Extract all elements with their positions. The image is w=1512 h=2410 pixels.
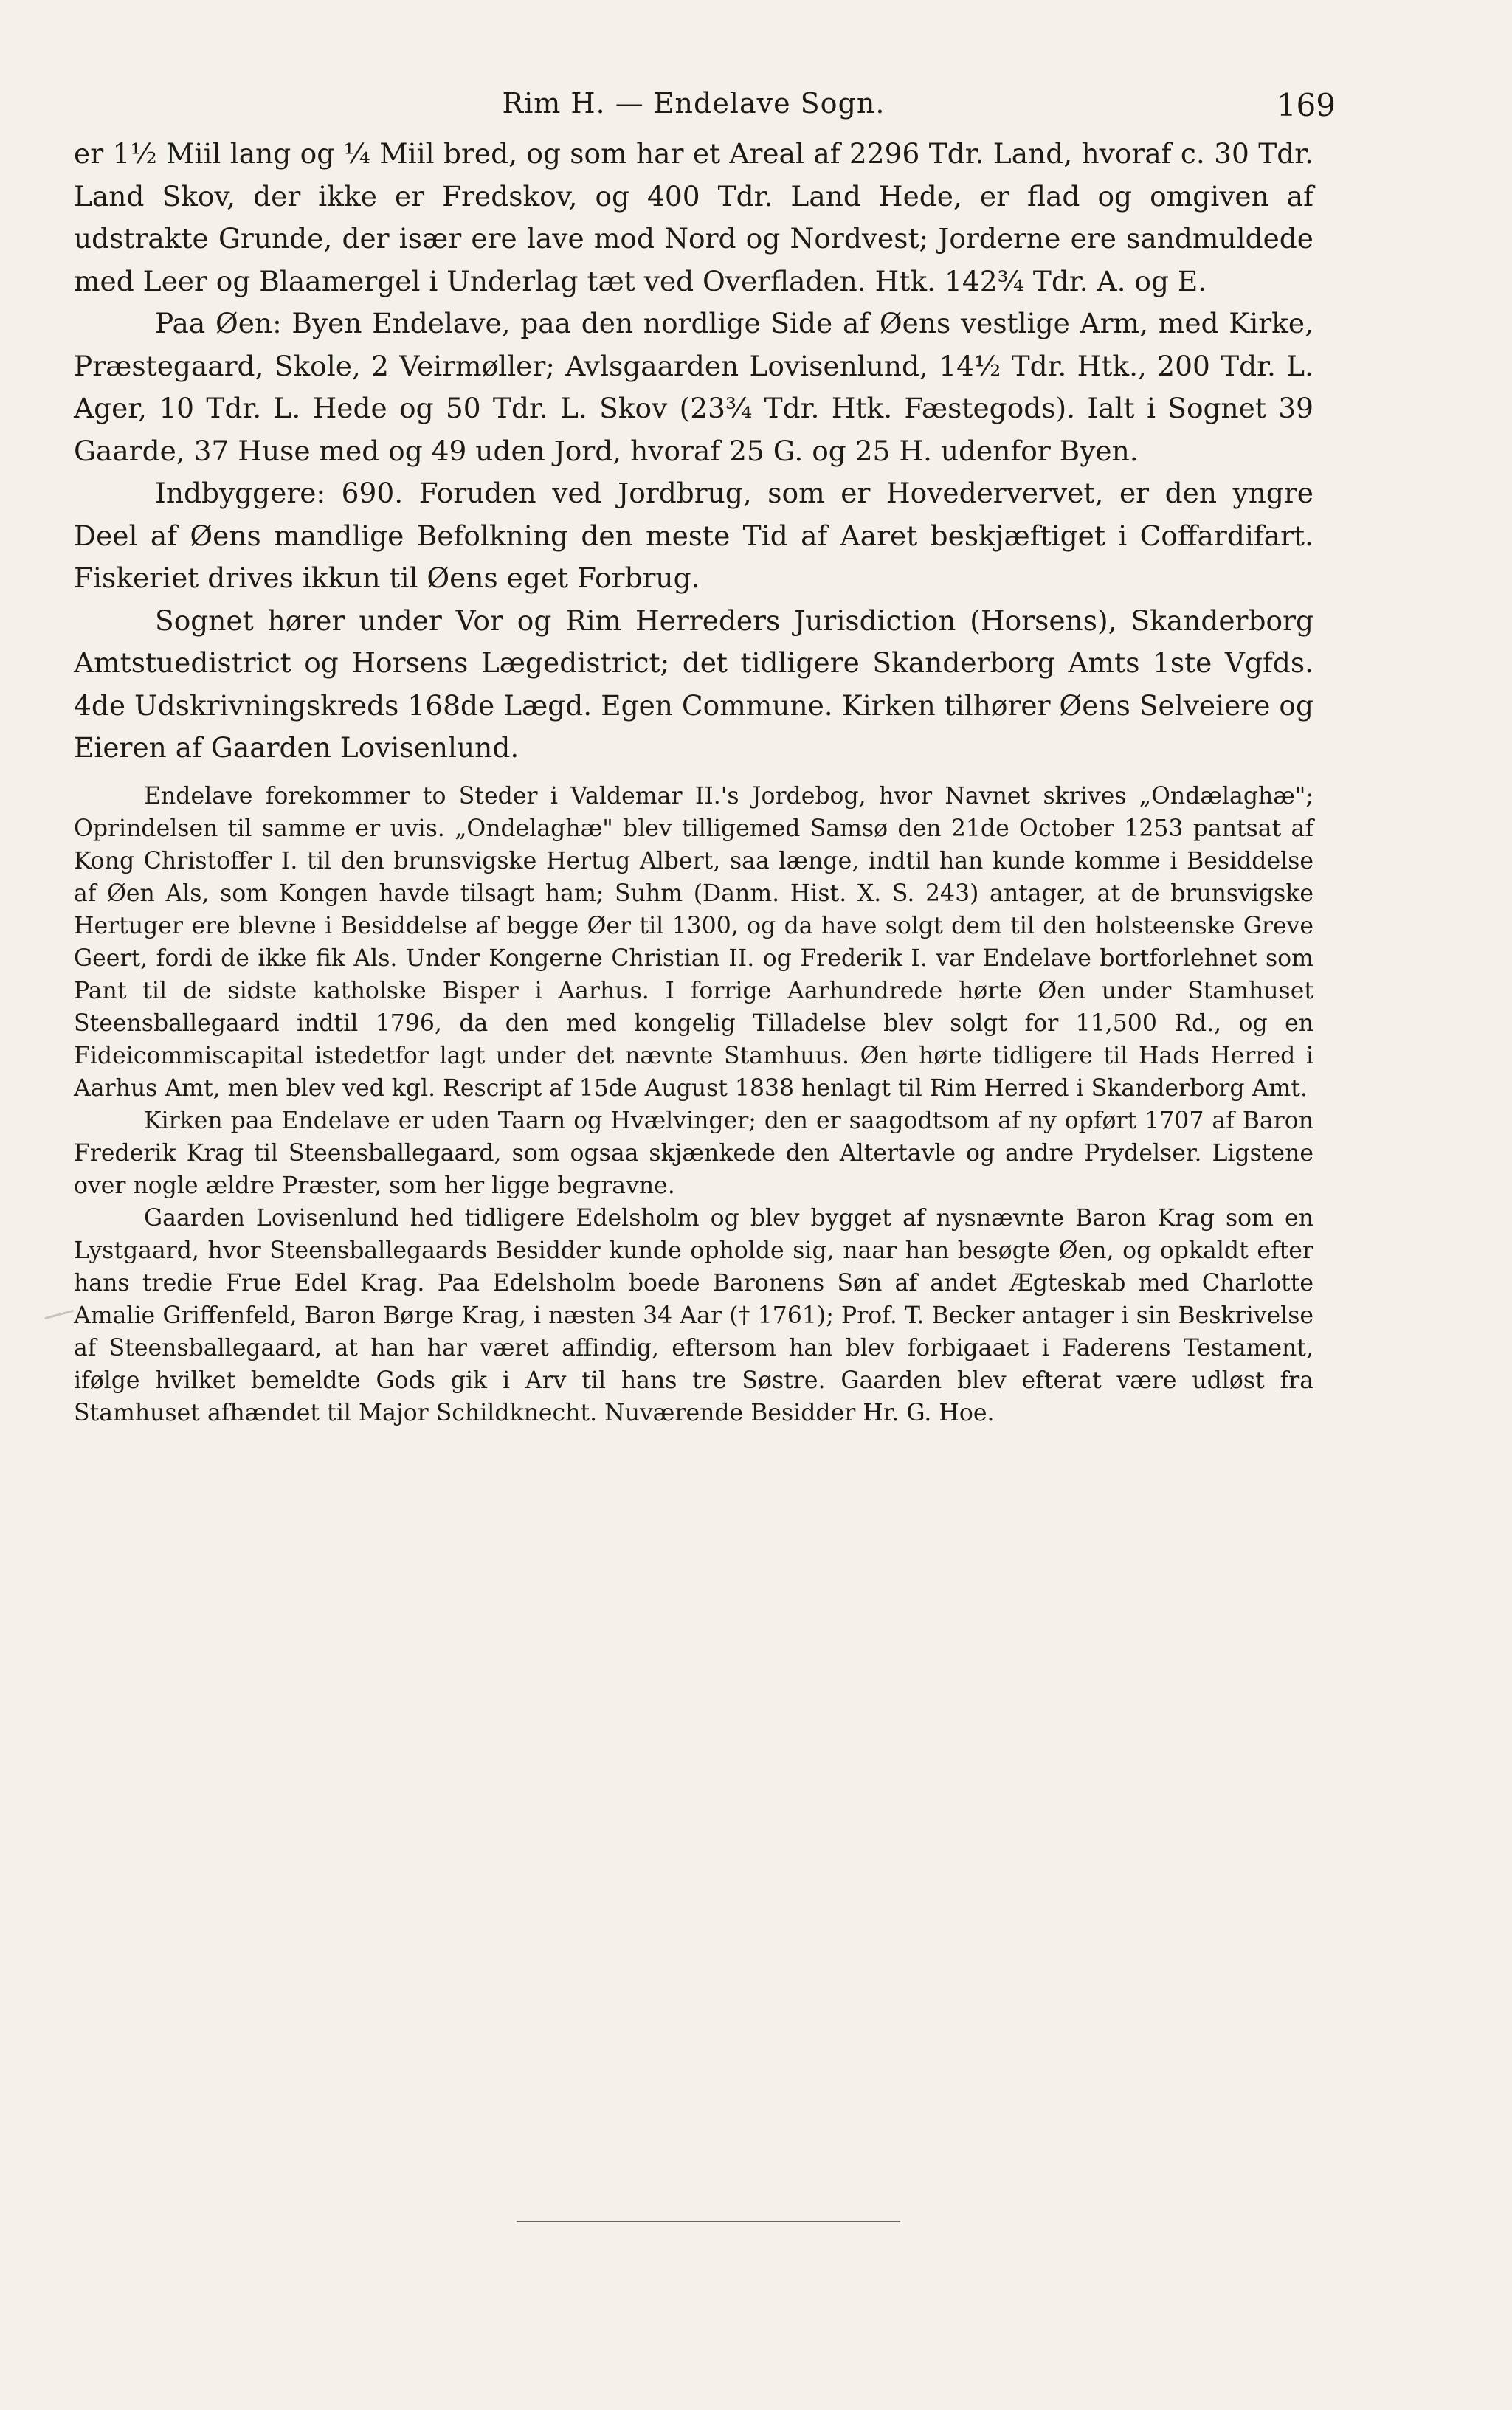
paragraph-area-description: er 1½ Miil lang og ¼ Miil bred, og som har et Areal af 2296 Tdr. Land, hvoraf c. 30 Tdr. Land Skov, der ikke er Fredskov, og 400 Tdr. Land Hede, er flad og omgiven af udstrakte Grunde, der især ere lave mod Nord og Nordvest; Jorderne ere sandmuldede med Leer og Blaamergel i Underlag tæt ved Overfladen. Htk. 142¾ Tdr. A. og E.: [74, 137, 1313, 297]
note-church: Kirken paa Endelave er uden Taarn og Hvælvinger; den er saagodtsom af ny opført 1707 af Baron Frederik Krag til Steensballegaard, som ogsaa skjænkede den Altertavle og andre Prydelser. Ligstene over nogle ældre Præster, som her ligge begravne.: [74, 1107, 1313, 1199]
note-estate: Gaarden Lovisenlund hed tidligere Edelsholm og blev bygget af nysnævnte Baron Krag som en Lystgaard, hvor Steensballegaards Besidder kunde opholde sig, naar han besøgte Øen, og opkaldt efter hans tredie Frue Edel Krag. Paa Edelsholm boede Baronens Søn af andet Ægteskab med Charlotte Amalie Griffenfeld, Baron Børge Krag, i næsten 34 Aar († 1761); Prof. T. Becker antager i sin Beskrivelse af Steensballegaard, at han har været affindig, eftersom han blev forbigaaet i Faderens Testament, ifølge hvilket bemeldte Gods gik i Arv til hans tre Søstre. Gaarden blev efterat være udløst fra Stamhuset afhændet til Major Schildknecht. Nuværende Besidder Hr. G. Hoe.: [74, 1204, 1313, 1426]
main-text: [74, 133, 1313, 770]
page-header: [74, 81, 1336, 133]
margin-pencil-mark: [44, 1310, 73, 1319]
book-page: [74, 81, 1336, 1429]
page-number: 169: [1276, 87, 1336, 123]
historical-notes: [74, 780, 1313, 1429]
running-head: Rim H. — Endelave Sogn.: [502, 87, 886, 120]
paragraph-jurisdiction: Sognet hører under Vor og Rim Herreders Jurisdiction (Horsens), Skanderborg Amtstuedistrict og Horsens Lægedistrict; det tidligere Skanderborg Amts 1ste Vgfds. 4de Udskrivningskreds 168de Lægd. Egen Commune. Kirken tilhører Øens Selveiere og Eieren af Gaarden Lovisenlund.: [74, 604, 1313, 764]
paragraph-on-the-island: Paa Øen: Byen Endelave, paa den nordlige Side af Øens vestlige Arm, med Kirke, Præstegaard, Skole, 2 Veirmøller; Avlsgaarden Lovisenlund, 14½ Tdr. Htk., 200 Tdr. L. Ager, 10 Tdr. L. Hede og 50 Tdr. L. Skov (23¾ Tdr. Htk. Fæstegods). Ialt i Sognet 39 Gaarde, 37 Huse med og 49 uden Jord, hvoraf 25 G. og 25 H. udenfor Byen.: [74, 307, 1313, 467]
paragraph-inhabitants: Indbyggere: 690. Foruden ved Jordbrug, som er Hovedervervet, er den yngre Deel af Øens mandlige Befolkning den meste Tid af Aaret beskjæftiget i Coffardifart. Fiskeriet drives ikkun til Øens eget Forbrug.: [74, 477, 1313, 594]
footer-rule: [517, 2221, 900, 2222]
note-history: Endelave forekommer to Steder i Valdemar II.'s Jordebog, hvor Navnet skrives „Ondælaghæ"; Oprindelsen til samme er uvis. „Ondelaghæ" blev tilligemed Samsø den 21de October 1253 pantsat af Kong Christoffer I. til den brunsvigske Hertug Albert, saa længe, indtil han kunde komme i Besiddelse af Øen Als, som Kongen havde tilsagt ham; Suhm (Danm. Hist. X. S. 243) antager, at de brunsvigske Hertuger ere blevne i Besiddelse af begge Øer til 1300, og da have solgt dem til den holsteenske Greve Geert, fordi de ikke fik Als. Under Kongerne Christian II. og Frederik I. var Endelave bortforlehnet som Pant til de sidste katholske Bisper i Aarhus. I forrige Aarhundrede hørte Øen under Stamhuset Steensballegaard indtil 1796, da den med kongelig Tilladelse blev solgt for 11,500 Rd., og en Fideicommiscapital istedetfor lagt under det nævnte Stamhuus. Øen hørte tidligere til Hads Herred i Aarhus Amt, men blev ved kgl. Rescript af 15de August 1838 henlagt til Rim Herred i Skanderborg Amt.: [74, 782, 1313, 1102]
